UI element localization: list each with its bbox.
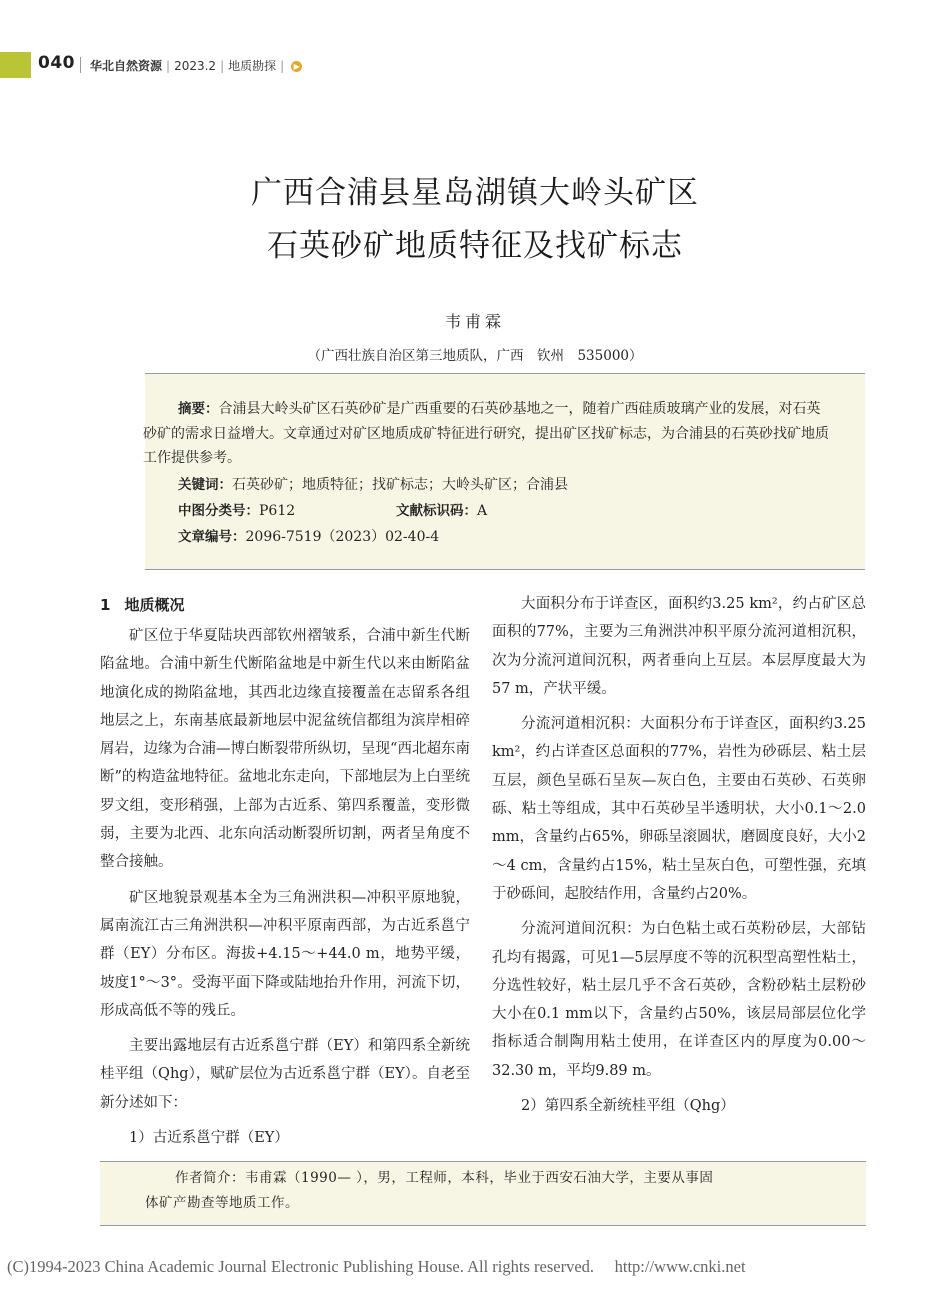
paragraph: 矿区位于华夏陆块西部钦州褶皱系，合浦中新生代断陷盆地。合浦中新生代断陷盆地是中新生代以来由断陷盆地演化成的拗陷盆地，其西北边缘直接覆盖在志留系各组地层之上，东南基底最新地层中泥盆统信都组为滨岸相碎屑岩，边缘为合浦—博白断裂带所纵切，呈现“西北超东南断”的构造盆地特征。盆地北东走向，下部地层为上白垩统罗文组，变形稍强，上部为古近系、第四系覆盖，变形微弱，主要为北西、北东向活动断裂所切割，两者呈角度不整合接触。	[100, 628, 470, 871]
article-number: 文章编号：2096-7519（2023）02-40-4	[178, 529, 440, 545]
paragraph: 大面积分布于详查区，面积约3.25 km²，约占矿区总面积的77%，主要为三角洲洪冲积平原分流河道相沉积，次为分流河道间沉积，两者垂向上互层。本层厚度最大为57 m，产状平缓。	[492, 596, 866, 697]
section-heading: 1 地质概况	[100, 596, 185, 614]
abstract-label: 摘要：	[178, 401, 219, 417]
journal-name: 华北自然资源	[90, 59, 163, 73]
header-accent-bar	[0, 52, 31, 78]
subsection-heading: 2）第四系全新统桂平组（Qhg）	[521, 1098, 735, 1115]
clc-number: 中图分类号：P612	[178, 503, 296, 519]
article-title-line2: 石英砂矿地质特征及找矿标志	[267, 228, 683, 264]
paragraph: 主要出露地层有古近系邕宁群（EY）和第四系全新统桂平组（Qhg），赋矿层位为古近系邕宁群（EY）。自老至新分述如下：	[100, 1038, 470, 1111]
abstract	[143, 397, 833, 471]
abstract-text: 合浦县大岭头矿区石英砂矿是广西重要的石英砂基地之一，随着广西硅质玻璃产业的发展，对石英砂矿的需求日益增大。文章通过对矿区地质成矿特征进行研究，提出矿区找矿标志，为合浦县的石英砂找矿地质工作提供参考。	[143, 401, 829, 466]
running-header: 华北自然资源 | 2023.2 | 地质勘探 | ▶	[90, 57, 302, 74]
paragraph: 分流河道相沉积：大面积分布于详查区，面积约3.25 km²，约占详查区总面积的77%，岩性为砂砾层、粘土层互层，颜色呈砾石呈灰—灰白色，主要由石英砂、石英卵砾、粘土等组成，其中石英砂呈半透明状，大小0.1～2.0 mm，含量约占65%，卵砾呈滚圆状，磨圆度良好，大小2～4 cm，含量约占15%，粘土呈灰白色，可塑性强，充填于砂砾间，起胶结作用，含量约占20%。	[492, 716, 866, 902]
header-divider	[80, 57, 81, 73]
subsection-heading: 1）古近系邕宁群（EY）	[129, 1130, 289, 1147]
copyright-notice: (C)1994-2023 China Academic Journal Electronic Publishing House. All rights reserved. http://www.cnki.net	[7, 1257, 746, 1276]
paragraph: 矿区地貌景观基本全为三角洲洪积—冲积平原地貌，属南流江古三角洲洪积—冲积平原南西部，为古近系邕宁群（EY）分布区。海拔+4.15～+44.0 m，地势平缓，坡度1°～3°。受海平面下降或陆地抬升作用，河流下切，形成高低不等的残丘。	[100, 889, 470, 1019]
document-code: 文献标识码：A	[396, 503, 488, 519]
author-bio: 作者简介：韦甫霖（1990— ），男，工程师，本科，毕业于西安石油大学，主要从事固 体矿产勘查等地质工作。	[145, 1170, 714, 1211]
article-title-line1: 广西合浦县星岛湖镇大岭头矿区	[251, 175, 699, 211]
left-column	[100, 622, 470, 1152]
arrow-icon: ▶	[291, 61, 302, 72]
section-name: 地质勘探	[228, 59, 277, 73]
affiliation: （广西壮族自治区第三地质队，广西 钦州 535000）	[307, 348, 643, 364]
right-column	[492, 590, 866, 1120]
author: 韦甫霖	[444, 312, 505, 331]
keywords: 关键词：石英砂矿；地质特征；找矿标志；大岭头矿区；合浦县	[178, 477, 568, 493]
page-number: 040	[38, 53, 75, 73]
issue: 2023.2	[174, 59, 217, 73]
paragraph: 分流河道间沉积：为白色粘土或石英粉砂层，大部钻孔均有揭露，可见1—5层厚度不等的沉积型高塑性粘土，分选性较好，粘土层几乎不含石英砂，含粉砂粘土层粉砂大小在0.1 mm以下，含量约占50%，该层局部层位化学指标适合制陶用粘土使用，在详查区内的厚度为0.00～32.30 m，平均9.89 m。	[492, 921, 866, 1079]
